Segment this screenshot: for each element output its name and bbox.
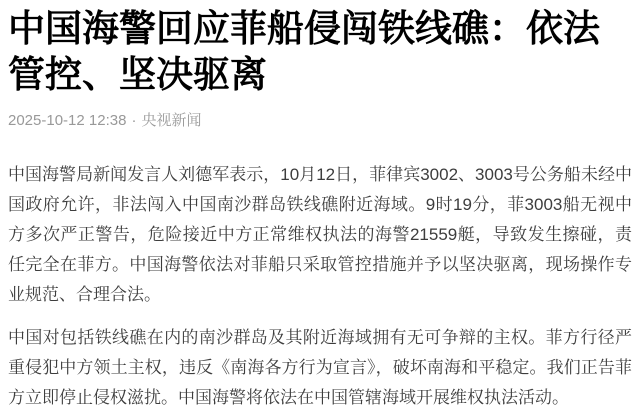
source-name: 央视新闻 — [141, 112, 202, 129]
article-body — [8, 160, 632, 413]
meta-separator: · — [131, 112, 137, 129]
article-meta — [8, 112, 632, 129]
article-paragraph-1: 中国海警局新闻发言人刘德军表示，10月12日，菲律宾3002、3003号公务船未经中国政府允许，非法闯入中国南沙群岛铁线礁附近海域。9时19分，菲3003船无视中方多次严正警告，危险接近中方正常维权执法的海警21559艇，导致发生擦碰，责任完全在菲方。中国海警依法对菲船只采取管控措施并予以坚决驱离，现场操作专业规范、合理合法。 — [8, 165, 632, 304]
article-title: 中国海警回应菲船侵闯铁线礁：依法管控、坚决驱离 — [8, 8, 600, 95]
article-paragraph-2: 中国对包括铁线礁在内的南沙群岛及其附近海域拥有无可争辩的主权。菲方行径严重侵犯中方领土主权，违反《南海各方行为宣言》，破坏南海和平稳定。我们正告菲方立即停止侵权滋扰。中国海警将依法在中国管辖海域开展维权执法活动。 — [8, 328, 632, 407]
publish-timestamp: 2025-10-12 12:38 — [8, 112, 127, 129]
